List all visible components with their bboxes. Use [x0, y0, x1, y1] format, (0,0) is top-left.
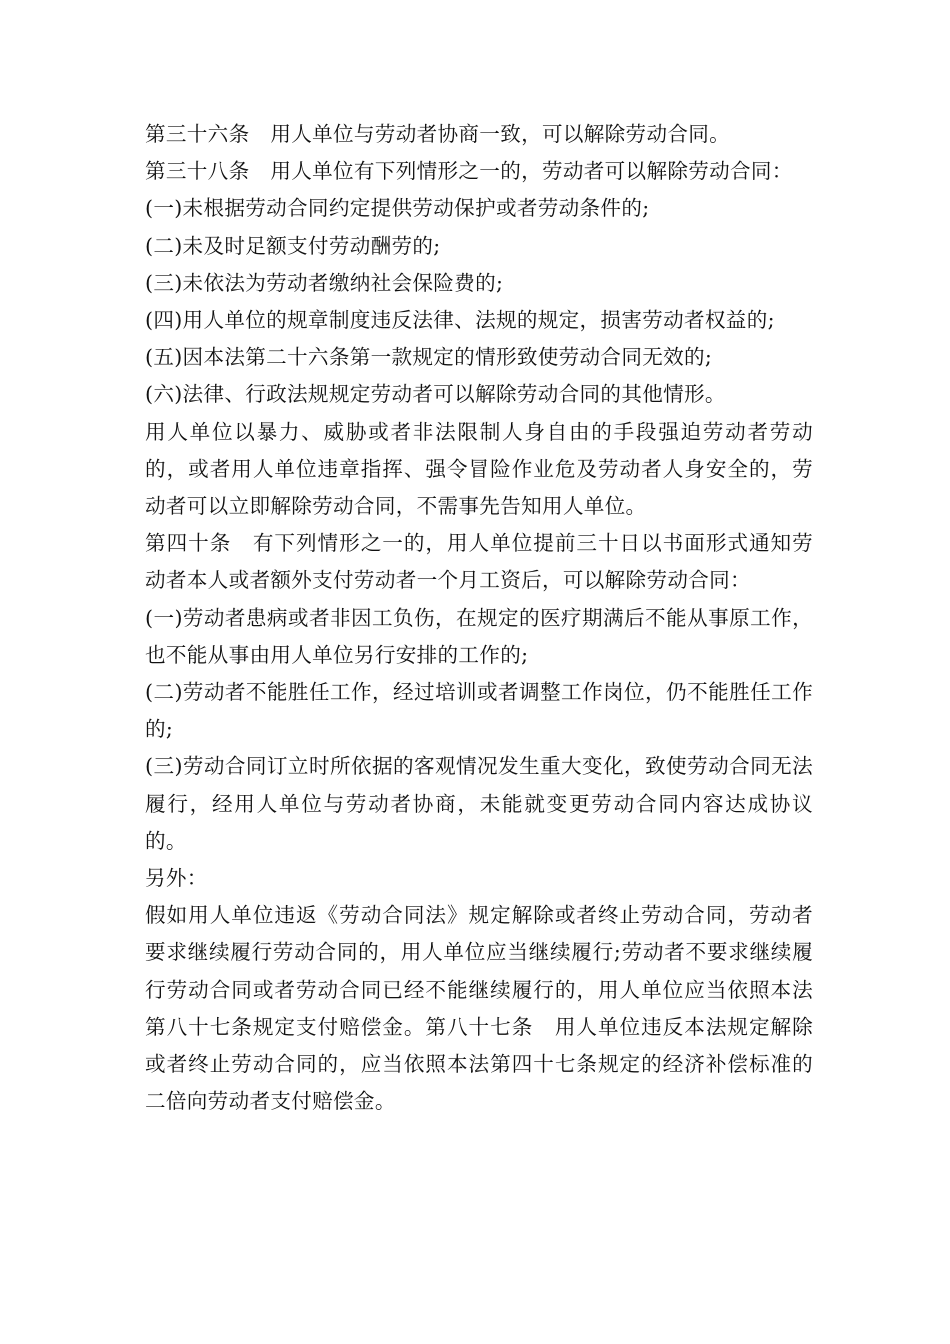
list-item-38-4: (四)用人单位的规章制度违反法律、法规的规定，损害劳动者权益的;	[145, 308, 775, 333]
list-item-40-3: (三)劳动合同订立时所依据的客观情况发生重大变化，致使劳动合同无法履行，经用人单位与劳动者协商，未能就变更劳动合同内容达成协议的。	[145, 754, 813, 853]
document-page	[145, 116, 813, 1120]
paragraph-article-36: 第三十六条 用人单位与劳动者协商一致，可以解除劳动合同。	[145, 122, 731, 146]
paragraph-immediate-termination: 用人单位以暴力、威胁或者非法限制人身自由的手段强迫劳动者劳动的，或者用人单位违章指挥、强令冒险作业危及劳动者人身安全的，劳动者可以立即解除劳动合同，不需事先告知用人单位。	[145, 419, 813, 519]
paragraph-additionally: 另外：	[145, 866, 208, 891]
list-item-38-5: (五)因本法第二十六条第一款规定的情形致使劳动合同无效的;	[145, 345, 713, 370]
paragraph-compensation: 假如用人单位违返《劳动合同法》规定解除或者终止劳动合同，劳动者要求继续履行劳动合同的，用人单位应当继续履行;劳动者不要求继续履行劳动合同或者劳动合同已经不能继续履行的，用人单位应当依照本法第八十七条规定支付赔偿金。第八十七条 用人单位违反本法规定解除或者终止劳动合同的，应当依照本法第四十七条规定的经济补偿标准的二倍向劳动者支付赔偿金。	[145, 903, 813, 1114]
list-item-38-2: (二)未及时足额支付劳动酬劳的;	[145, 233, 441, 258]
list-item-38-1: (一)未根据劳动合同约定提供劳动保护或者劳动条件的;	[145, 196, 650, 221]
list-item-38-3: (三)未依法为劳动者缴纳社会保险费的;	[145, 270, 504, 295]
list-item-40-1: (一)劳动者患病或者非因工负伤，在规定的医疗期满后不能从事原工作，也不能从事由用人单位另行安排的工作的;	[145, 605, 813, 667]
paragraph-article-38: 第三十八条 用人单位有下列情形之一的，劳动者可以解除劳动合同：	[145, 159, 793, 184]
paragraph-article-40: 第四十条 有下列情形之一的，用人单位提前三十日以书面形式通知劳动者本人或者额外支付劳动者一个月工资后，可以解除劳动合同：	[145, 531, 813, 593]
list-item-40-2: (二)劳动者不能胜任工作，经过培训或者调整工作岗位，仍不能胜任工作的;	[145, 680, 813, 742]
list-item-38-6: (六)法律、行政法规规定劳动者可以解除劳动合同的其他情形。	[145, 382, 726, 407]
